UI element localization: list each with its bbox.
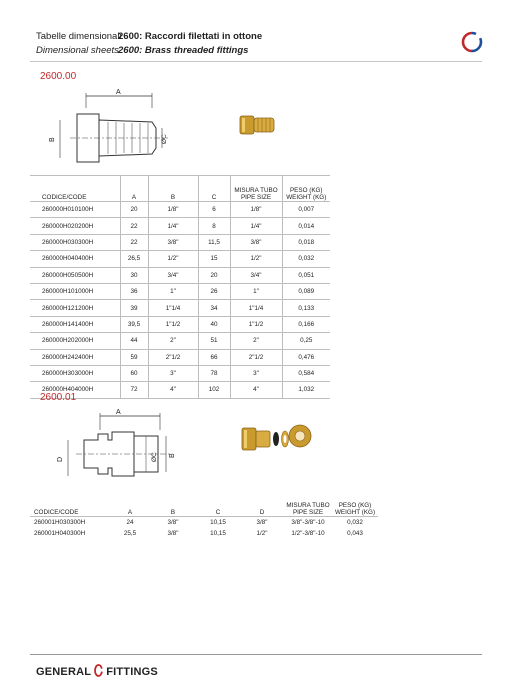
- col-weight-header: PESO (KG) WEIGHT (KG): [282, 176, 330, 202]
- table-cell: 1": [230, 283, 282, 299]
- table-cell: 26: [198, 283, 230, 299]
- table-row: [30, 218, 330, 234]
- table-cell: 1"1/2: [230, 316, 282, 332]
- table-cell: 3/4": [148, 267, 198, 283]
- table-cell: 25,5: [123, 530, 137, 537]
- table-cell: 3/8": [167, 519, 179, 526]
- fitting-drawing: [50, 406, 192, 484]
- fitting-photo: [238, 112, 278, 138]
- table-cell: 22: [120, 234, 148, 250]
- dim-a-label: A: [116, 409, 121, 416]
- table-cell-code: 260000H141400H: [30, 316, 120, 332]
- table-cell: 1/2": [256, 530, 268, 537]
- table-cell: 1/4": [230, 218, 282, 234]
- table-cell: 1/8": [148, 202, 198, 218]
- table-cell-code: 260000H010100H: [30, 202, 120, 218]
- col-b-header: B: [150, 492, 196, 517]
- table-cell: 11,5: [198, 234, 230, 250]
- table-cell: 4": [148, 382, 198, 398]
- table-cell: 72: [120, 382, 148, 398]
- section-code: 2600.00: [40, 71, 77, 82]
- footer-divider: [30, 654, 482, 655]
- table-cell: 30: [120, 267, 148, 283]
- table-cell: 0,032: [347, 519, 363, 526]
- table-cell: 1/2"-3/8"-10: [291, 530, 325, 537]
- table-cell: 1/2": [230, 251, 282, 267]
- section-code: 2600.01: [40, 392, 77, 403]
- header-label-it: Tabelle dimensionali: [36, 31, 122, 42]
- table-row: [30, 283, 330, 299]
- table-cell: 66: [198, 349, 230, 365]
- table-cell: 0,043: [347, 530, 363, 537]
- brand-logo-icon: [460, 30, 484, 54]
- table-header-row: [30, 492, 378, 517]
- table-cell-code: 260000H242400H: [30, 349, 120, 365]
- table-cell: 44: [120, 333, 148, 349]
- col-c-header: C: [198, 176, 230, 202]
- table-cell: 2"1/2: [148, 349, 198, 365]
- table-cell: 0,007: [282, 202, 330, 218]
- dim-a-label: A: [116, 89, 121, 96]
- table-cell-code: 260001H030300H: [34, 519, 86, 526]
- table-cell: 2": [148, 333, 198, 349]
- header-title-en: 2600: Brass threaded fittings: [118, 44, 249, 56]
- table-cell: 2": [230, 333, 282, 349]
- table-cell-code: 260000H121200H: [30, 300, 120, 316]
- table-cell: 10,15: [210, 519, 226, 526]
- fitting-drawing: [46, 86, 186, 164]
- dim-d-label: D: [57, 456, 64, 462]
- table-cell: 39,5: [120, 316, 148, 332]
- table-cell-code: 260000H101000H: [30, 283, 120, 299]
- table-row: [30, 251, 330, 267]
- col-a-header: A: [120, 176, 148, 202]
- table-row: [30, 267, 330, 283]
- table-cell: 3/8"-3/8"-10: [291, 519, 325, 526]
- table-cell: 2"1/2: [230, 349, 282, 365]
- table-cell: 3": [148, 365, 198, 381]
- table-cell: 1"1/4: [230, 300, 282, 316]
- table-cell-code: 260000H303000H: [30, 365, 120, 381]
- dim-c-label: ØC: [151, 452, 158, 462]
- table-cell: 1,032: [282, 382, 330, 398]
- table-cell-code: 260000H202000H: [30, 333, 120, 349]
- table-cell: 15: [198, 251, 230, 267]
- brand-mark-icon: [94, 664, 103, 677]
- footer-brand: [36, 664, 158, 678]
- table-cell: 51: [198, 333, 230, 349]
- table-cell: 1/4": [148, 218, 198, 234]
- dim-b-label: B: [169, 453, 176, 458]
- table-row: [30, 517, 378, 529]
- col-pipe-header: MISURA TUBO PIPE SIZE: [230, 176, 282, 202]
- table-row: [30, 300, 330, 316]
- table-cell: 78: [198, 365, 230, 381]
- dim-c-label: ØC: [161, 134, 168, 144]
- header-title-it: 2600: Raccordi filettati in ottone: [118, 31, 263, 42]
- table-cell: 0,584: [282, 365, 330, 381]
- dimensions-table: [30, 492, 378, 539]
- table-cell: 22: [120, 218, 148, 234]
- table-cell: 26,5: [120, 251, 148, 267]
- table-cell: 0,476: [282, 349, 330, 365]
- table-cell: 1/8": [230, 202, 282, 218]
- table-row: [30, 349, 330, 365]
- table-cell: 8: [198, 218, 230, 234]
- table-cell: 20: [198, 267, 230, 283]
- table-row: [30, 365, 330, 381]
- table-cell: 0,051: [282, 267, 330, 283]
- table-row: [30, 234, 330, 250]
- table-cell: 40: [198, 316, 230, 332]
- table-cell: 1/2": [148, 251, 198, 267]
- table-cell: 3/8": [230, 234, 282, 250]
- table-cell-code: 260000H040400H: [30, 251, 120, 267]
- table-cell: 36: [120, 283, 148, 299]
- table-header-row: [30, 176, 330, 202]
- table-row: [30, 528, 378, 539]
- col-a-header: A: [110, 492, 150, 517]
- table-cell-code: 260000H404000H: [30, 382, 120, 398]
- table-cell: 0,014: [282, 218, 330, 234]
- table-cell: 0,018: [282, 234, 330, 250]
- table-cell: 1"1/4: [148, 300, 198, 316]
- col-code-header: CODICE/CODE: [30, 492, 110, 517]
- page-header: [36, 30, 262, 57]
- table-cell: 0,133: [282, 300, 330, 316]
- table-cell: 3/8": [167, 530, 179, 537]
- dim-b-label: B: [49, 137, 56, 142]
- col-d-header: D: [240, 492, 284, 517]
- header-label-en: Dimensional sheets: [36, 44, 119, 56]
- table-cell: 0,166: [282, 316, 330, 332]
- brand-name-left: GENERAL: [36, 666, 92, 678]
- table-cell: 4": [230, 382, 282, 398]
- table-cell: 6: [198, 202, 230, 218]
- table-cell: 0,25: [282, 333, 330, 349]
- table-cell-code: 260000H020200H: [30, 218, 120, 234]
- table-row: [30, 202, 330, 218]
- table-row: [30, 333, 330, 349]
- table-cell: 1"1/2: [148, 316, 198, 332]
- table-cell-code: 260001H040300H: [34, 530, 86, 537]
- table-cell: 3/8": [148, 234, 198, 250]
- col-c-header: C: [196, 492, 240, 517]
- dimensions-table: [30, 175, 330, 399]
- table-cell: 102: [198, 382, 230, 398]
- table-cell: 39: [120, 300, 148, 316]
- table-cell-code: 260000H030300H: [30, 234, 120, 250]
- table-row: [30, 316, 330, 332]
- table-cell: 0,032: [282, 251, 330, 267]
- table-cell: 0,089: [282, 283, 330, 299]
- table-cell: 10,15: [210, 530, 226, 537]
- col-code-header: CODICE/CODE: [30, 176, 120, 202]
- table-cell: 34: [198, 300, 230, 316]
- table-cell: 1": [148, 283, 198, 299]
- table-cell: 3/4": [230, 267, 282, 283]
- fitting-photo: [238, 418, 314, 458]
- header-divider: [30, 61, 482, 62]
- brand-name-right: FITTINGS: [106, 666, 158, 678]
- table-cell: 3/8": [256, 519, 268, 526]
- col-weight-header: PESO (KG) WEIGHT (KG): [332, 492, 378, 517]
- col-pipe-header: MISURA TUBO PIPE SIZE: [284, 492, 332, 517]
- table-cell-code: 260000H050500H: [30, 267, 120, 283]
- table-cell: 20: [120, 202, 148, 218]
- table-cell: 59: [120, 349, 148, 365]
- table-cell: 24: [126, 519, 134, 526]
- table-cell: 3": [230, 365, 282, 381]
- col-b-header: B: [148, 176, 198, 202]
- table-cell: 60: [120, 365, 148, 381]
